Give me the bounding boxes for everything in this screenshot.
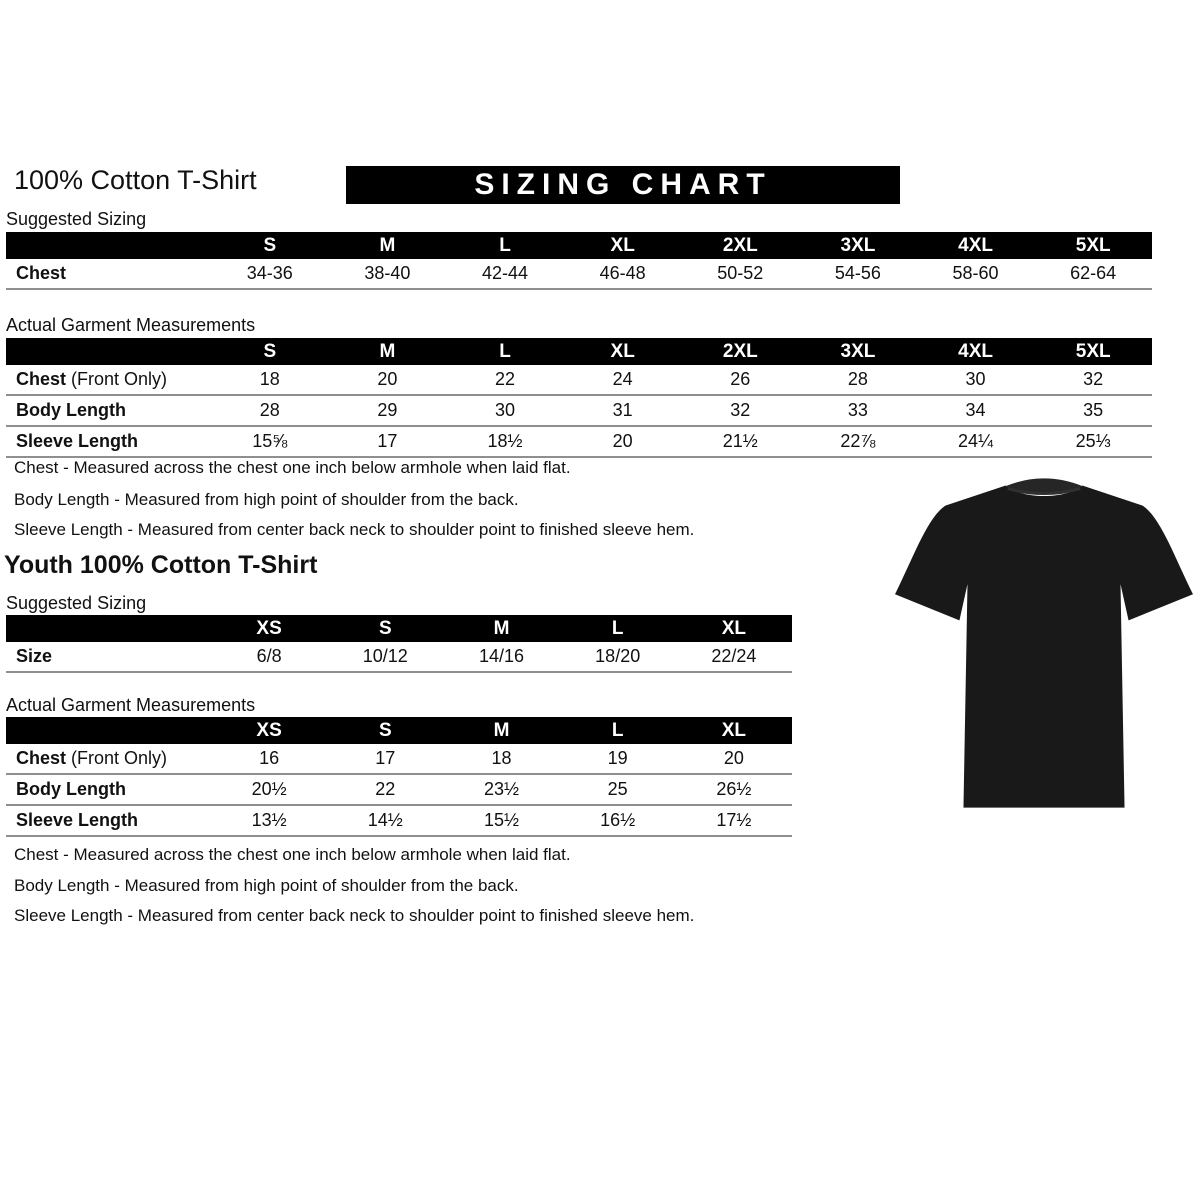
adult-actual-table [6,338,1152,458]
header-cell: 3XL [840,340,876,362]
value-cell: 62-64 [1070,263,1117,283]
header-cell: S [263,234,277,256]
row-label-text: Chest [16,369,67,389]
row-label-text: Chest [16,263,67,283]
value-cell: 18 [259,369,280,389]
header-cell: XS [256,617,282,639]
value-cell: 26 [730,369,751,389]
value-cell: 16½ [600,810,636,830]
youth-actual-table [6,717,792,837]
header-cell: XL [610,340,635,362]
value-cell: 30 [495,400,516,420]
value-cell: 28 [847,369,868,389]
note-chest: Chest - Measured across the chest one inch below armhole when laid flat. [14,845,571,864]
table-row [6,775,792,806]
value-cell: 32 [1083,369,1104,389]
value-cell: 13½ [251,810,287,830]
value-cell: 42-44 [482,263,529,283]
header-cell: S [378,719,392,741]
header-cell: XL [721,719,747,741]
value-cell: 17 [375,748,396,768]
value-cell: 46-48 [599,263,646,283]
table-row [6,806,792,837]
row-label-suffix: (Front Only) [71,748,168,768]
note-body-length: Body Length - Measured from high point of shoulder from the back. [14,490,519,509]
header-cell: 2XL [722,234,758,256]
value-cell: 15½ [483,810,520,830]
youth-suggested-table [6,615,792,673]
value-cell: 18/20 [595,646,641,666]
value-cell: 24 [612,369,633,389]
value-cell: 15⅝ [252,431,288,451]
header-cell: 3XL [840,234,876,256]
table-row [6,427,1152,458]
row-label [6,369,211,390]
youth-suggested-header-row [6,615,792,642]
value-cell: 35 [1083,400,1104,420]
note-sleeve-length: Sleeve Length - Measured from center back neck to shoulder point to finished sleeve hem. [14,906,695,925]
value-cell: 23½ [483,779,520,799]
value-cell: 17½ [716,810,752,830]
header-cell: M [493,719,510,741]
value-cell: 19 [607,748,628,768]
value-cell: 14½ [367,810,403,830]
value-cell: 25⅓ [1075,431,1111,451]
value-cell: 30 [965,369,986,389]
value-cell: 6/8 [256,646,282,666]
value-cell: 34-36 [246,263,293,283]
adult-suggested-table [6,232,1152,290]
note-body-length: Body Length - Measured from high point of shoulder from the back. [14,876,519,895]
value-cell: 54-56 [834,263,881,283]
row-label-text: Body Length [16,400,126,420]
table-row [6,259,1152,290]
value-cell: 17 [377,431,398,451]
value-cell: 31 [612,400,633,420]
row-label [6,779,211,800]
row-label-text: Sleeve Length [16,810,139,830]
value-cell: 20 [723,748,744,768]
value-cell: 20½ [251,779,287,799]
youth-actual-label: Actual Garment Measurements [6,695,256,715]
value-cell: 22/24 [711,646,757,666]
row-label [6,431,211,452]
adult-actual-header-row [6,338,1152,365]
value-cell: 28 [259,400,280,420]
value-cell: 50-52 [717,263,764,283]
value-cell: 58-60 [952,263,999,283]
header-cell: L [611,617,624,639]
adult-suggested-label: Suggested Sizing [6,209,147,229]
value-cell: 10/12 [362,646,408,666]
table-row [6,365,1152,396]
tshirt-image [893,466,1195,816]
value-cell: 20 [612,431,633,451]
row-label-text: Body Length [16,779,126,799]
row-label [6,400,211,421]
header-cell: XS [256,719,282,741]
header-cell: S [263,340,277,362]
header-cell: XL [610,234,635,256]
value-cell: 14/16 [478,646,525,666]
header-cell: 5XL [1075,340,1111,362]
page-title: 100% Cotton T-Shirt [14,165,257,195]
header-cell: L [499,340,511,362]
header-cell: M [493,617,510,639]
value-cell: 22 [375,779,396,799]
value-cell: 16 [259,748,280,768]
adult-suggested-header-row [6,232,1152,259]
sizing-chart-banner: SIZING CHART [346,166,900,204]
note-chest: Chest - Measured across the chest one inch below armhole when laid flat. [14,458,571,477]
header-cell: 4XL [958,234,993,256]
row-label [6,263,211,284]
value-cell: 32 [730,400,751,420]
header-cell: 5XL [1075,234,1111,256]
youth-suggested-label: Suggested Sizing [6,593,147,613]
table-row [6,642,792,673]
header-cell: L [499,234,511,256]
row-label [6,810,211,831]
value-cell: 22⅞ [840,431,876,451]
value-cell: 18½ [487,431,523,451]
value-cell: 29 [377,400,398,420]
row-label-suffix: (Front Only) [71,369,168,389]
value-cell: 25 [607,779,628,799]
header-cell: L [611,719,624,741]
header-cell: M [379,340,396,362]
header-cell: S [378,617,392,639]
value-cell: 26½ [716,779,752,799]
tshirt-graphic-icon [893,466,1195,816]
row-label-text: Sleeve Length [16,431,139,451]
header-cell: 2XL [722,340,758,362]
youth-actual-header-row [6,717,792,744]
value-cell: 20 [377,369,398,389]
header-cell: 4XL [958,340,993,362]
value-cell: 33 [847,400,868,420]
youth-title: Youth 100% Cotton T-Shirt [4,551,318,579]
adult-actual-label: Actual Garment Measurements [6,315,256,335]
table-row [6,396,1152,427]
row-label [6,748,211,769]
row-label-text: Chest [16,748,67,768]
value-cell: 34 [965,400,986,420]
value-cell: 22 [495,369,516,389]
table-row [6,744,792,775]
header-cell: M [379,234,396,256]
row-label [6,646,211,667]
row-label-text: Size [16,646,53,666]
header-cell: XL [721,617,747,639]
value-cell: 18 [491,748,512,768]
value-cell: 24¼ [958,431,994,451]
note-sleeve-length: Sleeve Length - Measured from center back neck to shoulder point to finished sleeve hem. [14,520,695,539]
value-cell: 21½ [722,431,758,451]
value-cell: 38-40 [364,263,411,283]
